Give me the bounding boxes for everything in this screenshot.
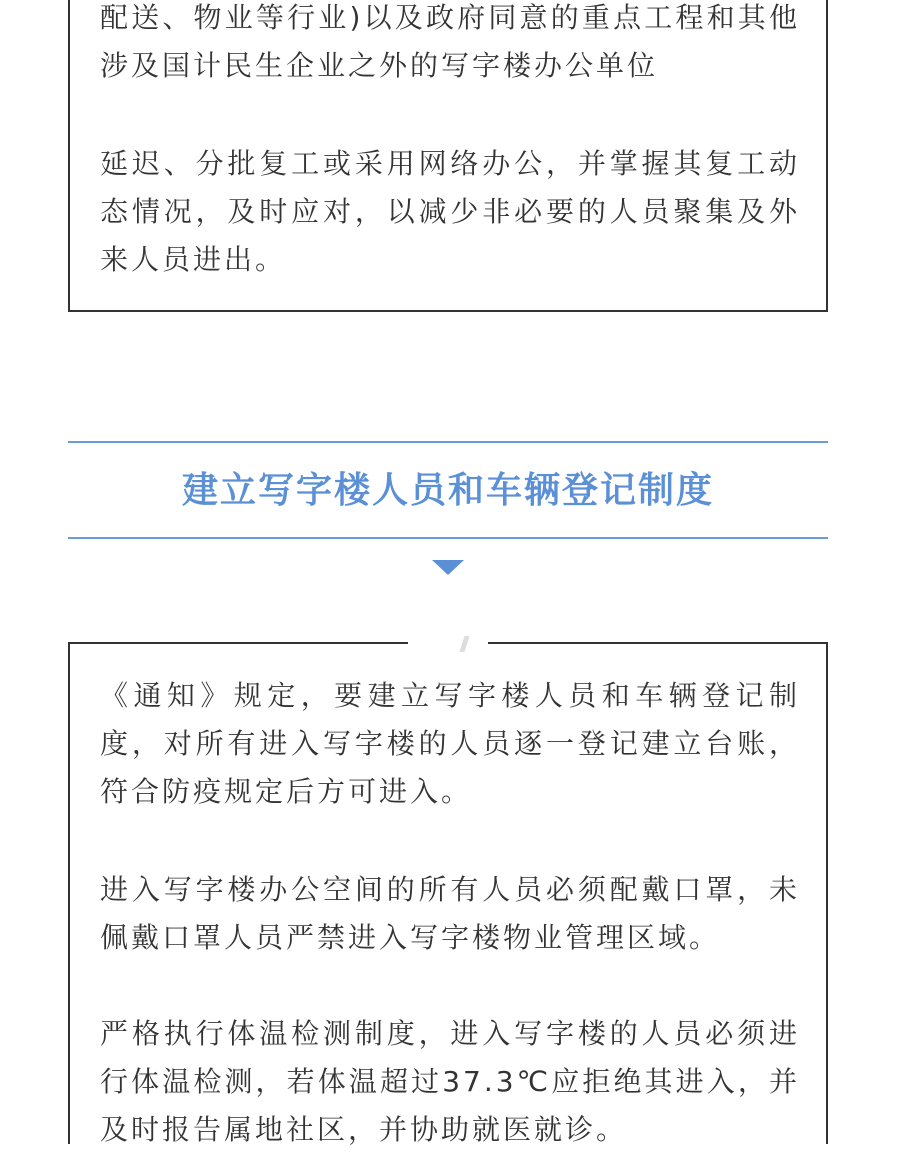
body-paragraph: 进入写字楼办公空间的所有人员必须配戴口罩，未佩戴口罩人员严禁进入写字楼物业管理区域。 bbox=[100, 873, 800, 954]
box-border-gap bbox=[408, 632, 488, 656]
heading-top-rule bbox=[68, 441, 828, 443]
body-paragraph: 《通知》规定，要建立写字楼人员和车辆登记制度，对所有进入写字楼的人员逐一登记建立台账，符合防疫规定后方可进入。 bbox=[100, 679, 800, 808]
down-arrow-icon bbox=[432, 560, 464, 575]
body-paragraph: 配送、物业等行业)以及政府同意的重点工程和其他涉及国计民生企业之外的写字楼办公单位 bbox=[100, 1, 800, 82]
body-paragraph: 严格执行体温检测制度，进入写字楼的人员必须进行体温检测，若体温超过37.3℃应拒绝其进入，并及时报告属地社区，并协助就医就诊。 bbox=[100, 1017, 800, 1146]
section-heading: 建立写字楼人员和车辆登记制度 bbox=[181, 470, 714, 511]
heading-bottom-rule bbox=[68, 537, 828, 539]
body-paragraph: 延迟、分批复工或采用网络办公，并掌握其复工动态情况，及时应对，以减少非必要的人员聚集及外来人员进出。 bbox=[100, 147, 800, 276]
